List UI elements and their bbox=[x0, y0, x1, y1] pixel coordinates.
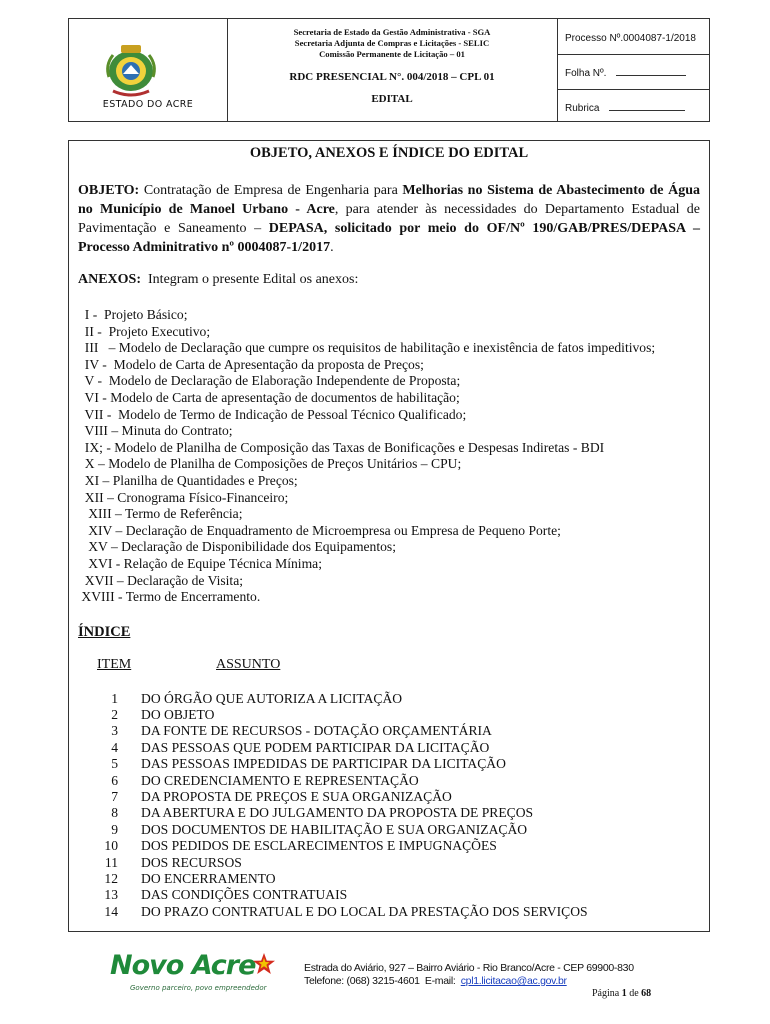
anexos-intro bbox=[78, 272, 700, 288]
indice-row bbox=[78, 805, 700, 821]
indice-item-number: 8 bbox=[111, 805, 118, 821]
rdc-title: RDC PRESENCIAL N°. 004/2018 – CPL 01 bbox=[289, 71, 495, 83]
contact-line bbox=[304, 975, 634, 988]
indice-item-number: 14 bbox=[104, 903, 118, 919]
indice-item-number: 13 bbox=[104, 887, 118, 903]
indice-item-number: 5 bbox=[111, 756, 118, 772]
indice-row bbox=[78, 887, 700, 903]
objeto-bold: Melhorias no Sistema de Abastecimento de Água no Município de Manoel Urbano - Acre bbox=[78, 183, 700, 217]
indice-row bbox=[78, 773, 700, 789]
indice-item-subject: DAS PESSOAS IMPEDIDAS DE PARTICIPAR DA LICITAÇÃO bbox=[141, 756, 506, 772]
anexos-label: ANEXOS: bbox=[78, 272, 142, 287]
indice-title: ÍNDICE bbox=[78, 623, 131, 640]
indice-item-number: 4 bbox=[111, 739, 118, 755]
rubrica-label: Rubrica bbox=[565, 103, 600, 114]
indice-row bbox=[78, 789, 700, 805]
rubrica-blank bbox=[609, 101, 685, 111]
anexo-item: I - Projeto Básico; bbox=[78, 307, 188, 322]
objeto-paragraph bbox=[78, 181, 700, 257]
address-line: Estrada do Aviário, 927 – Bairro Aviário - Rio Branco/Acre - CEP 69900-830 bbox=[304, 962, 634, 974]
page-total: 68 bbox=[641, 988, 652, 999]
indice-item-subject: DA PROPOSTA DE PREÇOS E SUA ORGANIZAÇÃO bbox=[141, 789, 452, 805]
indice-item-number: 12 bbox=[104, 870, 118, 886]
objeto-label: OBJETO: bbox=[78, 183, 140, 198]
anexo-item: VI - Modelo de Carta de apresentação de documentos de habilitação; bbox=[78, 389, 460, 405]
objeto-bold: DEPASA, solicitado por meio do OF/Nº 190/GAB/PRES/DEPASA – Processo Adminitrativo nº 0004087-1/2017 bbox=[78, 221, 700, 255]
header-process-cell bbox=[557, 19, 709, 121]
folha-field bbox=[565, 66, 686, 79]
indice-row bbox=[78, 691, 700, 707]
anexos-intro-text: Integram o presente Edital os anexos: bbox=[141, 272, 359, 287]
indice-item-subject: DO OBJETO bbox=[141, 707, 215, 723]
indice-item-subject: DAS CONDIÇÕES CONTRATUAIS bbox=[141, 887, 348, 903]
header-title-cell bbox=[227, 19, 558, 121]
page-current: 1 bbox=[621, 988, 627, 999]
header-logo-cell bbox=[69, 19, 228, 121]
email-link[interactable]: cpl1.licitacao@ac.gov.br bbox=[460, 975, 567, 987]
anexo-item: V - Modelo de Declaração de Elaboração Independente de Proposta; bbox=[78, 373, 461, 389]
secretaria-line: Secretaria Adjunta de Compras e Licitações - SELIC bbox=[294, 38, 490, 48]
indice-item-subject: DOS PEDIDOS DE ESCLARECIMENTOS E IMPUGNAÇÕES bbox=[141, 838, 497, 854]
processo-number: Processo Nº.0004087-1/2018 bbox=[565, 33, 696, 44]
indice-item-number: 2 bbox=[111, 707, 118, 723]
anexo-item: III – Modelo de Declaração que cumpre os requisitos de habilitação e inexistência de fatos impeditivos; bbox=[78, 340, 656, 356]
indice-item-subject: DO ENCERRAMENTO bbox=[141, 870, 276, 886]
objeto-text: Contratação de Empresa de Engenharia para bbox=[139, 183, 403, 198]
indice-item-subject: DO PRAZO CONTRATUAL E DO LOCAL DA PRESTAÇÃO DOS SERVIÇOS bbox=[141, 903, 588, 919]
footer-address bbox=[304, 962, 634, 988]
anexo-item: X – Modelo de Planilha de Composições de Preços Unitários – CPU; bbox=[78, 456, 462, 472]
acre-coat-of-arms-icon bbox=[103, 41, 159, 97]
anexo-item: VII - Modelo de Termo de Indicação de Pessoal Técnico Qualificado; bbox=[78, 406, 467, 422]
indice-list bbox=[78, 691, 700, 920]
folha-label: Folha Nº. bbox=[565, 68, 607, 79]
star-icon bbox=[252, 952, 276, 976]
indice-row bbox=[78, 756, 700, 772]
anexo-item: XI – Planilha de Quantidades e Preços; bbox=[78, 472, 298, 488]
indice-item-subject: DA ABERTURA E DO JULGAMENTO DA PROPOSTA DE PREÇOS bbox=[141, 805, 534, 821]
document-body bbox=[68, 140, 710, 932]
anexo-item: XII – Cronograma Físico-Financeiro; bbox=[78, 489, 289, 505]
indice-row bbox=[78, 822, 700, 838]
indice-item-subject: DOS RECURSOS bbox=[141, 854, 242, 870]
page-label: Página bbox=[592, 988, 622, 999]
anexo-item: IX; - Modelo de Planilha de Composição das Taxas de Bonificações e Despesas Indiretas - BDI bbox=[78, 439, 605, 455]
indice-item-number: 10 bbox=[104, 838, 118, 854]
rubrica-field bbox=[565, 101, 685, 114]
indice-row bbox=[78, 838, 700, 854]
page-title: OBJETO, ANEXOS E ÍNDICE DO EDITAL bbox=[249, 145, 529, 161]
divider bbox=[557, 54, 709, 55]
indice-col-assunto: ASSUNTO bbox=[216, 656, 281, 672]
logo-text: Novo Acre bbox=[110, 950, 256, 981]
anexo-list bbox=[78, 307, 700, 606]
secretaria-line: Secretaria de Estado da Gestão Administrativa - SGA bbox=[293, 27, 491, 37]
indice-item-number: 9 bbox=[111, 821, 118, 837]
anexo-item: IV - Modelo de Carta de Apresentação da proposta de Preços; bbox=[78, 356, 424, 372]
anexo-item: II - Projeto Executivo; bbox=[78, 323, 211, 339]
anexo-item: XV – Declaração de Disponibilidade dos Equipamentos; bbox=[78, 539, 396, 555]
anexo-item: XVIII - Termo de Encerramento. bbox=[78, 589, 261, 605]
indice-item-number: 3 bbox=[111, 723, 118, 739]
indice-item-number: 1 bbox=[111, 690, 118, 706]
indice-item-subject: DOS DOCUMENTOS DE HABILITAÇÃO E SUA ORGANIZAÇÃO bbox=[141, 821, 528, 837]
anexo-item: VIII – Minuta do Contrato; bbox=[78, 423, 233, 439]
page-of: de bbox=[626, 988, 642, 999]
divider bbox=[557, 89, 709, 90]
indice-item-number: 11 bbox=[104, 854, 118, 870]
indice-row bbox=[78, 740, 700, 756]
edital-label: EDITAL bbox=[371, 93, 413, 105]
indice-row bbox=[78, 904, 700, 920]
document-header bbox=[68, 18, 710, 122]
anexo-item: XVII – Declaração de Visita; bbox=[78, 572, 244, 588]
objeto-text: , para atender às necessidades do Departamento Estadual de Pavimentação e Saneamento – bbox=[78, 202, 700, 236]
indice-item-subject: DAS PESSOAS QUE PODEM PARTICIPAR DA LICITAÇÃO bbox=[141, 739, 490, 755]
indice-row bbox=[78, 707, 700, 723]
indice-item-subject: DA FONTE DE RECURSOS - DOTAÇÃO ORÇAMENTÁRIA bbox=[141, 723, 492, 739]
indice-row bbox=[78, 855, 700, 871]
indice-col-item: ITEM bbox=[97, 656, 132, 672]
objeto-text: . bbox=[330, 240, 334, 255]
page-number bbox=[592, 988, 651, 999]
folha-blank bbox=[616, 66, 686, 76]
estado-label: ESTADO DO ACRE bbox=[102, 99, 194, 110]
indice-item-subject: DO ÓRGÃO QUE AUTORIZA A LICITAÇÃO bbox=[141, 690, 403, 706]
anexo-item: XVI - Relação de Equipe Técnica Mínima; bbox=[78, 555, 322, 571]
logo-tagline: Governo parceiro, povo empreendedor bbox=[130, 984, 267, 992]
indice-header bbox=[78, 657, 700, 675]
indice-item-number: 7 bbox=[111, 789, 118, 805]
indice-item-subject: DO CREDENCIAMENTO E REPRESENTAÇÃO bbox=[141, 772, 419, 788]
anexo-item: XIII – Termo de Referência; bbox=[78, 506, 243, 522]
secretaria-lines bbox=[227, 27, 557, 60]
indice-row bbox=[78, 723, 700, 739]
indice-item-number: 6 bbox=[111, 772, 118, 788]
phone-text: Telefone: (068) 3215-4601 E-mail: bbox=[304, 975, 461, 987]
novo-acre-logo bbox=[104, 950, 284, 998]
indice-row bbox=[78, 871, 700, 887]
anexo-item: XIV – Declaração de Enquadramento de Microempresa ou Empresa de Pequeno Porte; bbox=[78, 522, 561, 538]
secretaria-line: Comissão Permanente de Licitação – 01 bbox=[319, 49, 465, 59]
